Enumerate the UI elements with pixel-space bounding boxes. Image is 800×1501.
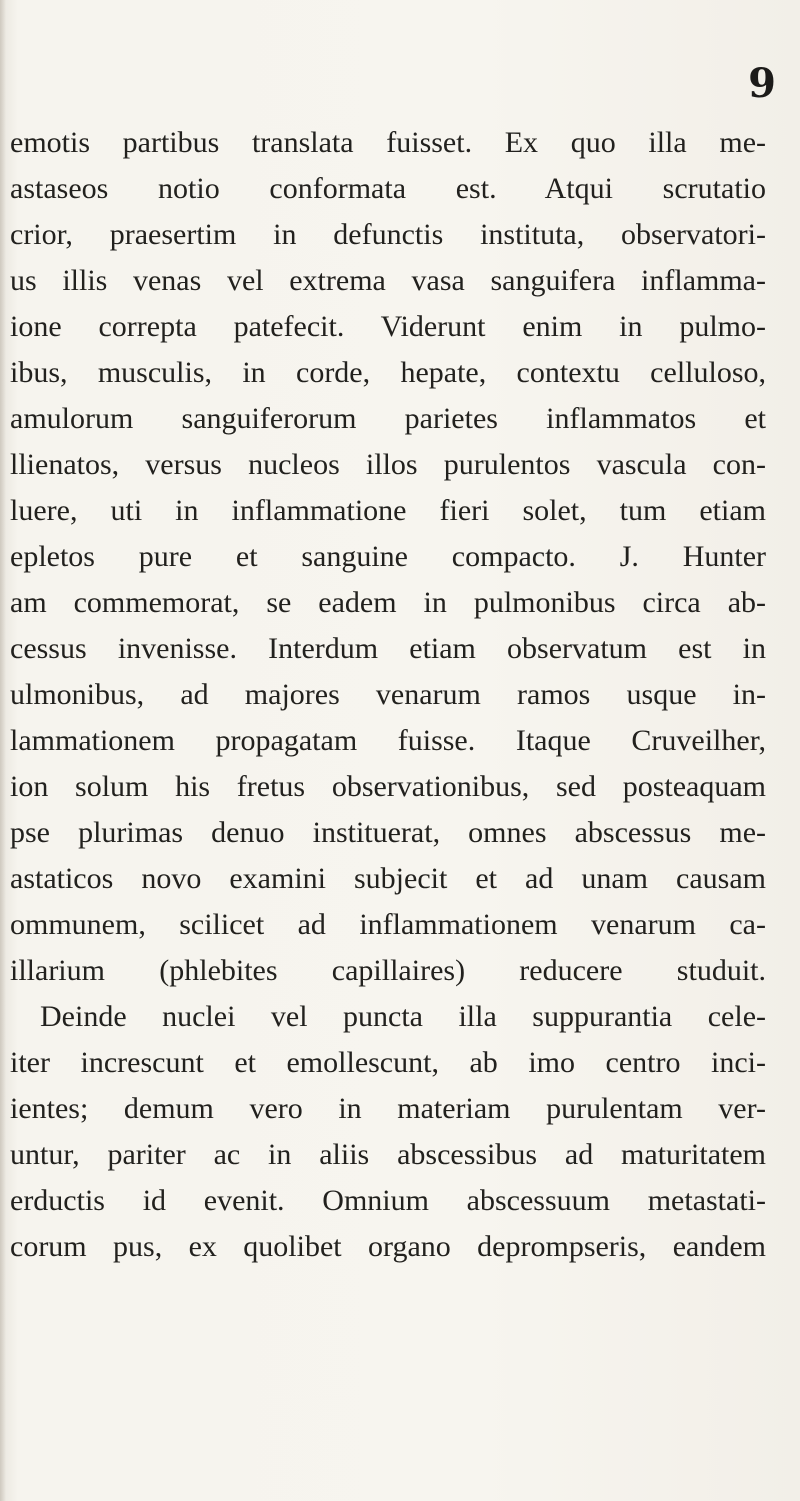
text-line: us illis venas vel extrema vasa sanguifera inflamma- xyxy=(10,264,766,297)
text-line: Deinde nuclei vel puncta illa suppurantia cele- xyxy=(40,1000,766,1033)
text-line: ion solum his fretus observationibus, sed posteaquam xyxy=(10,770,766,803)
text-line: corum pus, ex quolibet organo deprompseris, eandem xyxy=(10,1230,766,1263)
text-line: astaseos notio conformata est. Atqui scrutatio xyxy=(10,172,766,205)
text-line: crior, praesertim in defunctis instituta, observatori- xyxy=(10,218,766,251)
text-line: amulorum sanguiferorum parietes inflammatos et xyxy=(10,402,766,435)
text-line: iter increscunt et emollescunt, ab imo centro inci- xyxy=(10,1046,766,1079)
text-line: illarium (phlebites capillaires) reducere studuit. xyxy=(10,954,766,987)
text-line: ibus, musculis, in corde, hepate, contextu celluloso, xyxy=(10,356,766,389)
text-line: lammationem propagatam fuisse. Itaque Cruveilher, xyxy=(10,724,766,757)
text-line: llienatos, versus nucleos illos purulentos vascula con- xyxy=(10,448,766,481)
text-line: ione correpta patefecit. Viderunt enim in pulmo- xyxy=(10,310,766,343)
text-line: untur, pariter ac in aliis abscessibus ad maturitatem xyxy=(10,1138,766,1171)
text-line: ommunem, scilicet ad inflammationem venarum ca- xyxy=(10,908,766,941)
text-line: pse plurimas denuo instituerat, omnes abscessus me- xyxy=(10,816,766,849)
text-line: luere, uti in inflammatione fieri solet, tum etiam xyxy=(10,494,766,527)
text-line: astaticos novo examini subjecit et ad unam causam xyxy=(10,862,766,895)
text-line: am commemorat, se eadem in pulmonibus circa ab- xyxy=(10,586,766,619)
page-number: 9 xyxy=(748,60,776,107)
text-line: ientes; demum vero in materiam purulentam ver- xyxy=(10,1092,766,1125)
text-line: epletos pure et sanguine compacto. J. Hunter xyxy=(10,540,766,573)
body-text xyxy=(10,120,766,1270)
page-gutter-edge xyxy=(0,0,6,1501)
text-line: ulmonibus, ad majores venarum ramos usque in- xyxy=(10,678,766,711)
text-line: erductis id evenit. Omnium abscessuum metastati- xyxy=(10,1184,766,1217)
text-line: cessus invenisse. Interdum etiam observatum est in xyxy=(10,632,766,665)
text-line: emotis partibus translata fuisset. Ex quo illa me- xyxy=(10,126,766,159)
